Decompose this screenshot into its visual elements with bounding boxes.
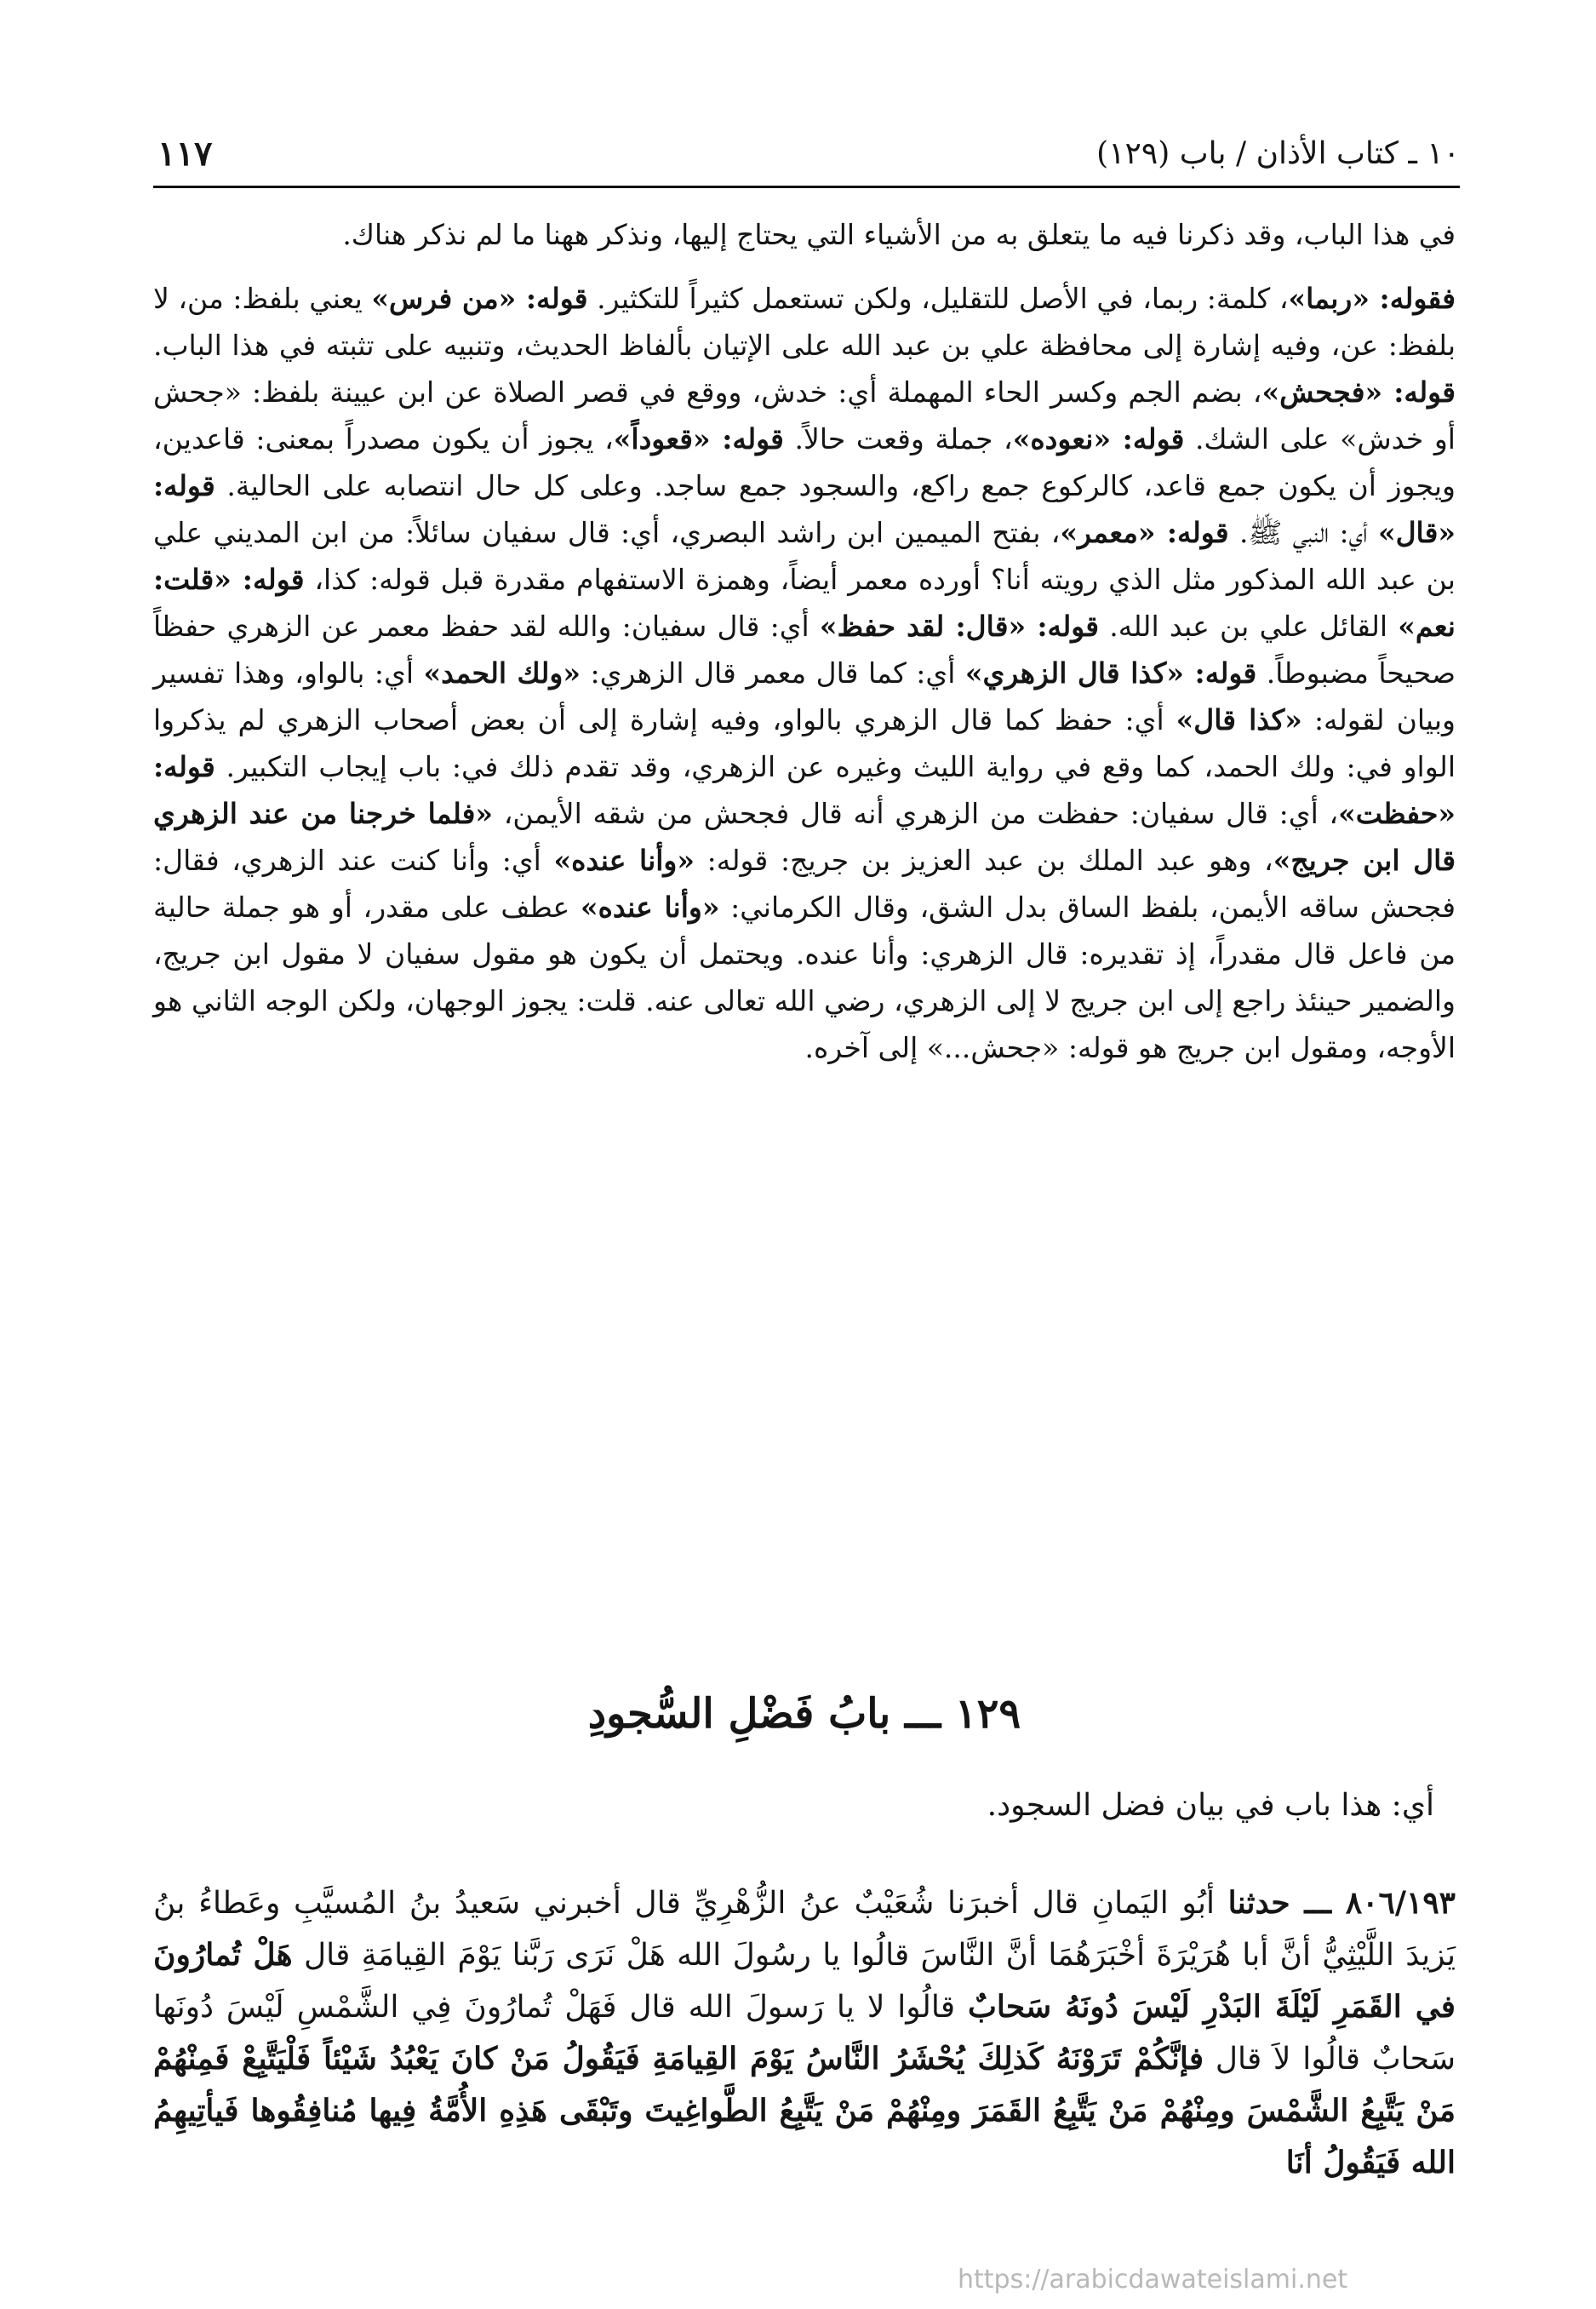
bold-text-run: قوله: «معمر»: [1060, 516, 1229, 549]
text-run: ، كلمة: ربما، في الأصل للتقليل، ولكن تستعمل كثيراً للتكثير.: [587, 282, 1289, 315]
bold-text-run: قوله: «قعوداً»: [613, 422, 784, 455]
text-run: ، بفتح الميمين ابن راشد البصري، أي: قال سفيان سائلاً: من ابن المديني علي بن عبد الله المذكور مثل الذي رويته أنا؟ أورده معمر أيضاً، وهمزة الاستفهام مقدرة قبل قوله: كذا،: [153, 516, 1456, 596]
bold-text-run: فإنَّكُمْ تَرَوْنَهُ كَذلِكَ يُحْشَرُ النَّاسُ يَوْمَ القِيامَةِ فَيَقُولُ مَنْ كانَ يَعْبُدُ شَيْئاً فَلْيَتَّبِعْ فَمِنْهُمْ مَنْ يَتَّبِعُ الشَّمْسَ ومِنْهُمْ مَنْ يَتَّبِعُ القَمَرَ ومِنْهُمْ مَنْ يَتَّبِعُ الطَّواغِيتَ وتَبْقَى هَذِهِ الأُمَّةُ فِيها مُنافِقُوها فَيأتِيهِمُ الله فَيَقُولُ أنَا: [153, 2041, 1456, 2180]
bold-text-run: قوله: «حفظت»: [153, 750, 1456, 830]
text-run: ، بضم الجم وكسر الحاء المهملة أي: خدش، ووقع في قصر الصلاة عن ابن عيينة بلفظ: «جحش أو خدش» على الشك.: [153, 375, 1456, 455]
commentary-paragraph: [153, 275, 1456, 1071]
bold-text-run: فقوله: «ربما»: [1288, 282, 1456, 315]
text-run: أي: قال سفيان: والله لقد حفظ معمر عن الزهري حفظاً صحيحاً مضبوطاً.: [153, 610, 1456, 690]
text-run: ، يجوز أن يكون مصدراً بمعنى: قاعدين، ويجوز أن يكون جمع قاعد، كالركوع جمع راكع، والسجود جمع ساجد. وعلى كل حال انتصابه على الحالية.: [153, 422, 1456, 502]
text-run: أي: كما قال معمر قال الزهري:: [581, 656, 965, 690]
bold-text-run: قوله: «قال»: [153, 469, 1456, 549]
text-run: القائل علي بن عبد الله.: [1099, 610, 1399, 643]
text-run: أي: حفظ كما قال الزهري بالواو، وفيه إشارة إلى أن بعض أصحاب الزهري لم يذكروا الواو في: ولك الحمد، كما وقع في رواية الليث وغيره عن الزهري، وقد تقدم ذلك في: باب إيجاب التكبير.: [153, 703, 1456, 783]
bold-text-run: ٨٠٦/١٩٣ ـــ حدثنا: [1227, 1885, 1456, 1921]
page-number: ١١٧: [157, 133, 213, 174]
bold-text-run: «كذا قال»: [1176, 703, 1302, 736]
chapter-heading: ١٢٩ ـــ بابُ فَضْلِ السُّجودِ: [587, 1690, 1021, 1738]
page-header: [157, 128, 1460, 179]
text-run: ، جملة وقعت حالاً.: [783, 422, 1013, 455]
hadith-text: [153, 1877, 1456, 2189]
chapter-intro: أي: هذا باب في بيان فضل السجود.: [987, 1788, 1434, 1823]
bold-text-run: قوله: «فجحش»: [1261, 375, 1456, 409]
text-run: أي: وأنا كنت عند الزهري، فقال: فجحش ساقه الأيمن، بلفظ الساق بدل الشق، وقال الكرماني:: [153, 844, 1456, 924]
bold-text-run: قوله: «قال: لقد حفظ»: [819, 610, 1100, 643]
text-run: قالُوا لا يا رَسولَ الله قال فَهَلْ تُمارُونَ فِي الشَّمْسِ لَيْسَ دُونَها سَحابٌ قالُوا لاَ قال: [153, 1990, 1456, 2077]
bold-text-run: «فلما خرجنا من عند الزهري قال ابن جريج»: [153, 797, 1456, 877]
commentary-paragraph: [153, 211, 1456, 258]
text-run: أبُو اليَمانِ قال أخبرَنا شُعَيْبٌ عنُ الزُّهْرِيِّ قال أخبرني سَعيدُ بنُ المُسيَّبِ وعَطاءُ بنُ يَزيدَ اللَّيْثِيُّ أنَّ أبا هُرَيْرَةَ أخْبَرَهُمَا أنَّ النَّاسَ قالُوا يا رسُولَ الله هَلْ نَرَى رَبَّنا يَوْمَ القِيامَةِ قال: [153, 1886, 1456, 1973]
text-run: أي: النبي ﷺ.: [1228, 516, 1378, 549]
commentary-text: [153, 211, 1456, 1071]
bold-text-run: قوله: «من فرس»: [371, 282, 588, 315]
text-run: ، أي: قال سفيان: حفظت من الزهري أنه قال فجحش من شقه الأيمن،: [493, 797, 1339, 830]
header-divider: [153, 186, 1460, 188]
text-run: عطف على مقدر، أو هو جملة حالية من فاعل قال مقدراً، إذ تقديره: قال الزهري: وأنا عنده. ويحتمل أن يكون هو مقول سفيان لا مقول ابن جريج، والضمير حينئذ راجع إلى ابن جريج لا إلى الزهري، رضي الله تعالى عنه. قلت: يجوز الوجهان، ولكن الوجه الثاني هو الأوجه، ومقول ابن جريج هو قوله: «جحش...» إلى آخره.: [153, 891, 1456, 1064]
running-title: ١٠ ـ كتاب الأذان / باب (١٢٩): [1096, 135, 1460, 171]
text-run: في هذا الباب، وقد ذكرنا فيه ما يتعلق به من الأشياء التي يحتاج إليها، ونذكر ههنا ما لم نذكر هناك.: [342, 218, 1456, 251]
bold-text-run: قوله: «قلت: نعم»: [153, 563, 1456, 643]
text-run: ، وهو عبد الملك بن عبد العزيز بن جريج: قوله:: [695, 844, 1273, 877]
site-watermark: https://arabicdawateislami.net: [958, 2265, 1348, 2295]
bold-text-run: هَلْ تُمارُونَ في القَمَرِ لَيْلَةَ البَدْرِ لَيْسَ دُونَهُ سَحابٌ: [153, 1937, 1456, 2025]
bold-text-run: «ولك الحمد»: [423, 656, 581, 690]
text-run: أي: بالواو، وهذا تفسير وبيان لقوله:: [153, 656, 1456, 736]
text-run: يعني بلفظ: من، لا بلفظ: عن، وفيه إشارة إلى محافظة علي بن عبد الله على الإتيان بألفاظ الحديث، وتنبيه على تثبته في هذا الباب.: [153, 282, 1456, 362]
hadith-paragraph: [153, 1877, 1456, 2189]
bold-text-run: قوله: «نعوده»: [1012, 422, 1185, 455]
bold-text-run: «وأنا عنده»: [553, 844, 695, 877]
bold-text-run: «وأنا عنده»: [580, 891, 720, 924]
bold-text-run: قوله: «كذا قال الزهري»: [964, 656, 1257, 690]
